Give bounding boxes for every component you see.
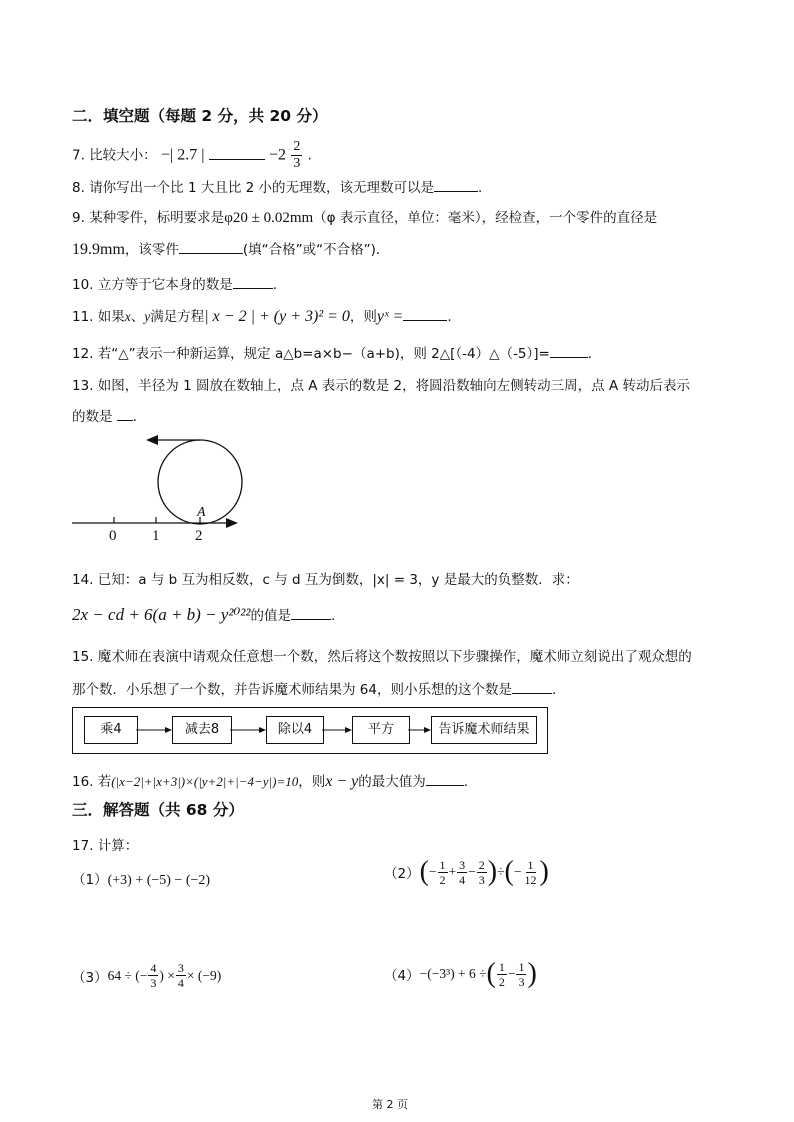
question-number: 14. xyxy=(72,572,94,588)
arrow-right-icon xyxy=(165,727,172,733)
flow-step-3: 除以4 xyxy=(266,716,324,744)
question-text: 的值是 xyxy=(250,608,291,624)
sub-question-2: （2） ( − $\frac{1}{2}$ + $\frac{3}{4}$ − $\frac{2}{3}$ ) ÷ ( − $\frac{1}{12}$ ) xyxy=(384,856,549,887)
answer-blank[interactable] xyxy=(434,179,478,192)
point-a-label: A xyxy=(197,505,206,520)
question-text: ，则 xyxy=(298,774,326,790)
question-9-line-1 xyxy=(72,206,657,227)
question-number: 15. xyxy=(72,649,94,665)
tick-label-1: 1 xyxy=(152,528,160,544)
question-16 xyxy=(72,770,468,791)
measured-value: 19.9mm xyxy=(72,241,125,258)
answer-blank[interactable] xyxy=(117,408,133,421)
answer-blank[interactable] xyxy=(426,773,464,786)
expression-right: −2 xyxy=(269,146,287,164)
sub-question-4: （4） −(−3³) + 6 ÷ ( $\frac{1}{2}$ − $\frac{1}{3}$ ) xyxy=(384,958,537,989)
question-text: 计算： xyxy=(97,838,139,854)
answer-blank[interactable] xyxy=(403,308,447,321)
target-expression: x − y xyxy=(325,773,359,790)
sub-question-1 xyxy=(72,868,210,889)
sub-label: （2） xyxy=(384,866,420,882)
arrow-right-icon xyxy=(259,727,266,733)
answer-blank[interactable] xyxy=(233,276,273,289)
question-text: ，该零件 xyxy=(124,242,179,258)
question-12 xyxy=(72,342,592,362)
question-text: 魔术师在表演中请观众任意想一个数，然后将这个数按照以下步骤操作，魔术师立刻说出了观众想的 xyxy=(97,649,692,665)
flow-step-1: 乘4 xyxy=(84,716,138,744)
question-text: 若“△”表示一种新运算，规定 a△b=a×b−（a+b)，则 2△[（-4）△（-5）]= xyxy=(97,346,550,362)
tick-label-2: 2 xyxy=(195,528,203,544)
answer-blank[interactable] xyxy=(209,147,265,160)
answer-blank[interactable] xyxy=(179,241,243,254)
period: . xyxy=(551,682,557,698)
separator: 、 xyxy=(130,309,145,325)
flow-arrows xyxy=(136,724,436,736)
expression: (+3) + (−5) − (−2) xyxy=(107,873,211,888)
period: . xyxy=(478,180,483,196)
question-13-line-2 xyxy=(72,405,137,425)
question-number: 13. xyxy=(72,378,94,394)
question-text: 满足方程 xyxy=(150,309,205,325)
fraction xyxy=(291,140,302,171)
question-11 xyxy=(72,305,452,326)
denominator: 3 xyxy=(293,156,301,171)
page-number: 第 2 页 xyxy=(372,1098,408,1111)
question-number: 8. xyxy=(72,180,85,196)
question-text: 的数是 xyxy=(72,409,113,425)
answer-blank[interactable] xyxy=(291,607,331,620)
arrow-right-icon xyxy=(345,727,352,733)
question-15-line-2 xyxy=(72,678,556,698)
question-text: 比较大小： xyxy=(89,147,157,164)
var-x: x xyxy=(124,309,131,324)
var-y: y xyxy=(144,309,151,324)
section-title-answers: 三．解答题（共 68 分） xyxy=(72,801,244,819)
question-8 xyxy=(72,176,482,196)
expression-part: × (−9) xyxy=(186,967,222,983)
question-text: 如果 xyxy=(97,309,125,325)
question-number: 10. xyxy=(72,277,94,293)
period: . xyxy=(330,608,336,624)
expression-part: ) × xyxy=(159,967,175,983)
sub-label: （3） xyxy=(72,969,108,986)
period: . xyxy=(272,277,278,293)
question-13-line-1 xyxy=(72,374,690,394)
sub-label: （4） xyxy=(384,968,420,984)
sub-question-3: （3） 64 ÷ (− $\frac{4}{3}$ ) × $\frac{3}{4}$ × (−9) xyxy=(72,961,222,990)
period: . xyxy=(587,346,593,362)
question-17 xyxy=(72,834,138,854)
answer-blank[interactable] xyxy=(512,681,552,694)
number-line-arrow-icon xyxy=(226,518,238,528)
expression: 2x − cd + 6(a + b) − y²⁰²² xyxy=(72,605,251,624)
spec-expression: φ20 ± 0.02mm xyxy=(224,210,314,226)
expression-part: −(−3³) + 6 ÷ xyxy=(419,966,487,981)
question-14-line-2 xyxy=(72,604,335,625)
question-text: 某种零件，标明要求是 xyxy=(89,210,225,226)
question-number: 7. xyxy=(72,147,85,164)
flow-step-4: 平方 xyxy=(352,716,410,744)
section-title-fill-in: 二．填空题（每题 2 分，共 20 分） xyxy=(72,107,328,125)
expression-left: −| 2.7 | xyxy=(160,146,205,164)
period: . xyxy=(132,409,138,425)
question-9-line-2 xyxy=(72,238,389,259)
question-text: 如图，半径为 1 圆放在数轴上，点 A 表示的数是 2，将圆沿数轴向左侧转动三周，点 A 转动后表示 xyxy=(97,378,690,394)
period: . xyxy=(307,147,312,164)
question-text: 已知：a 与 b 互为相反数，c 与 d 互为倒数，|x| = 3，y 是最大的负整数．求： xyxy=(97,572,579,588)
question-text: ，则 xyxy=(349,309,377,325)
question-text: 立方等于它本身的数是 xyxy=(97,277,233,293)
arrow-right-icon xyxy=(424,727,431,733)
question-number: 16. xyxy=(72,774,94,790)
question-number: 9. xyxy=(72,210,85,226)
question-number: 17. xyxy=(72,838,94,854)
question-10 xyxy=(72,273,277,293)
question-text: （φ 表示直径，单位：毫米），经检查，一个零件的直径是 xyxy=(313,210,658,226)
answer-blank[interactable] xyxy=(550,345,588,358)
question-text: 的最大值为 xyxy=(358,774,426,790)
target-expression: yˣ = xyxy=(376,308,404,325)
tick-label-0: 0 xyxy=(109,528,117,544)
equation: | x − 2 | + (y + 3)² = 0 xyxy=(204,308,350,325)
question-number: 12. xyxy=(72,346,94,362)
expression-part: 64 ÷ (− xyxy=(107,967,148,983)
question-text: 若 xyxy=(97,774,112,790)
expression: (|x−2|+|x+3|)×(|y+2|+|−4−y|)=10 xyxy=(111,774,299,789)
question-15-line-1 xyxy=(72,645,692,665)
question-text: (填“合格”或“不合格”)． xyxy=(242,242,390,258)
paren: ( xyxy=(419,856,429,887)
period: . xyxy=(447,309,452,325)
flow-step-5: 告诉魔术师结果 xyxy=(431,716,537,744)
flow-step-2: 减去8 xyxy=(172,716,232,744)
period: . xyxy=(463,774,469,790)
question-text: 请你写出一个比 1 大且比 2 小的无理数，该无理数可以是 xyxy=(89,180,435,196)
sub-label: （1） xyxy=(72,872,108,888)
numerator: 2 xyxy=(293,139,301,154)
question-text: 那个数．小乐想了一个数，并告诉魔术师结果为 64，则小乐想的这个数是 xyxy=(72,682,512,698)
circle-number-line-figure xyxy=(66,430,256,545)
question-number: 11. xyxy=(72,309,94,325)
left-arrow-icon xyxy=(146,435,158,445)
question-14-line-1 xyxy=(72,568,579,588)
question-7 xyxy=(72,140,312,171)
